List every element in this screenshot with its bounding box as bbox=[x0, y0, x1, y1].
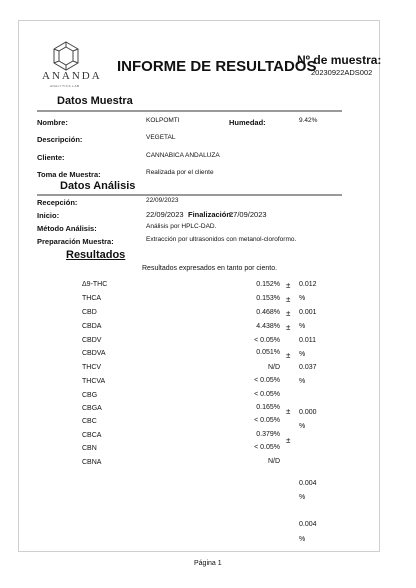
section-datos-analisis: Datos Análisis bbox=[60, 180, 136, 192]
compound-value: 4.438% bbox=[256, 323, 280, 330]
toma-label: Toma de Muestra: bbox=[37, 170, 101, 179]
uncertainty-value: 0.012 bbox=[299, 281, 317, 288]
uncertainty-unit: % bbox=[299, 378, 306, 385]
compound-name: CBDA bbox=[82, 323, 102, 330]
uncertainty-value: 0.004 bbox=[299, 521, 317, 528]
compound-name: CBDVA bbox=[82, 350, 106, 357]
plus-minus-symbol: ± bbox=[286, 351, 291, 360]
compound-value: N/D bbox=[267, 458, 280, 465]
humedad-value: 9.42% bbox=[299, 117, 318, 124]
compound-name: CBN bbox=[82, 445, 97, 452]
uncertainty-unit: % bbox=[299, 351, 306, 358]
compound-value: < 0.05% bbox=[254, 391, 280, 398]
compound-name: Δ9-THC bbox=[82, 281, 108, 288]
cliente-label: Cliente: bbox=[37, 153, 65, 162]
uncertainty-value: 0.037 bbox=[299, 364, 317, 371]
compound-name: CBD bbox=[82, 309, 97, 316]
compound-value: 0.152% bbox=[256, 281, 280, 288]
compound-value: N/D bbox=[267, 364, 280, 371]
compound-value: < 0.05% bbox=[254, 417, 280, 424]
plus-minus-symbol: ± bbox=[286, 407, 291, 416]
uncertainty-unit: % bbox=[299, 423, 306, 430]
uncertainty-value: 0.004 bbox=[299, 480, 317, 487]
finalizacion-label: Finalización: bbox=[188, 210, 234, 219]
section-divider bbox=[37, 110, 342, 113]
finalizacion-value: 27/09/2023 bbox=[229, 210, 267, 219]
section-datos-muestra: Datos Muestra bbox=[57, 95, 133, 107]
toma-value: Realizada por el cliente bbox=[146, 169, 214, 176]
compound-value: < 0.05% bbox=[254, 377, 280, 384]
compound-value: 0.051% bbox=[256, 349, 280, 356]
nombre-value: KOLPOMTI bbox=[146, 117, 180, 124]
brand-name: ANANDA bbox=[42, 70, 102, 82]
preparacion-value: Extracción por ultrasonidos con metanol-cloroformo. bbox=[146, 236, 297, 243]
inicio-value: 22/09/2023 bbox=[146, 210, 184, 219]
descripcion-label: Descripción: bbox=[37, 135, 83, 144]
metodo-label: Método Análisis: bbox=[37, 224, 97, 233]
nombre-label: Nombre: bbox=[37, 118, 68, 127]
compound-name: CBDV bbox=[82, 337, 102, 344]
preparacion-label: Preparación Muestra: bbox=[37, 237, 114, 246]
uncertainty-value: 0.011 bbox=[299, 337, 316, 344]
uncertainty-unit: % bbox=[299, 295, 306, 302]
uncertainty-unit: % bbox=[299, 494, 306, 501]
cliente-value: CANNABICA ANDALUZA bbox=[146, 152, 220, 159]
report-title: INFORME DE RESULTADOS bbox=[117, 58, 317, 75]
plus-minus-symbol: ± bbox=[286, 323, 291, 332]
compound-value: < 0.05% bbox=[254, 444, 280, 451]
uncertainty-value: 0.000 bbox=[299, 409, 317, 416]
recepcion-label: Recepción: bbox=[37, 198, 78, 207]
compound-name: CBC bbox=[82, 418, 97, 425]
inicio-label: Inicio: bbox=[37, 211, 60, 220]
compound-name: THCA bbox=[82, 295, 102, 302]
compound-name: CBNA bbox=[82, 459, 102, 466]
uncertainty-unit: % bbox=[299, 536, 306, 543]
compound-value: 0.153% bbox=[256, 295, 280, 302]
sample-number-label: Nº de muestra: bbox=[297, 53, 382, 67]
compound-value: 0.165% bbox=[256, 404, 280, 411]
sample-number: 20230922ADS002 bbox=[311, 68, 373, 77]
plus-minus-symbol: ± bbox=[286, 295, 291, 304]
uncertainty-value: 0.001 bbox=[299, 309, 317, 316]
plus-minus-symbol: ± bbox=[286, 309, 291, 318]
compound-name: CBCA bbox=[82, 432, 102, 439]
recepcion-value: 22/09/2023 bbox=[146, 197, 179, 204]
metodo-value: Análisis por HPLC-DAD. bbox=[146, 223, 217, 230]
compound-name: CBG bbox=[82, 392, 98, 399]
uncertainty-unit: % bbox=[299, 323, 306, 330]
brand-subtitle: ANALYTICS LAB bbox=[50, 84, 80, 88]
compound-value: 0.468% bbox=[256, 309, 280, 316]
descripcion-value: VEGETAL bbox=[146, 134, 176, 141]
section-divider bbox=[37, 194, 342, 197]
plus-minus-symbol: ± bbox=[286, 281, 291, 290]
resultados-note: Resultados expresados en tanto por ciento. bbox=[142, 265, 278, 272]
compound-value: 0.379% bbox=[256, 431, 280, 438]
compound-name: THCVA bbox=[82, 378, 106, 385]
section-resultados: Resultados bbox=[66, 249, 126, 261]
compound-name: THCV bbox=[82, 364, 102, 371]
humedad-label: Humedad: bbox=[229, 118, 266, 127]
plus-minus-symbol: ± bbox=[286, 436, 291, 445]
page-number: Página 1 bbox=[194, 560, 222, 567]
compound-value: < 0.05% bbox=[254, 337, 280, 344]
compound-name: CBGA bbox=[82, 405, 102, 412]
